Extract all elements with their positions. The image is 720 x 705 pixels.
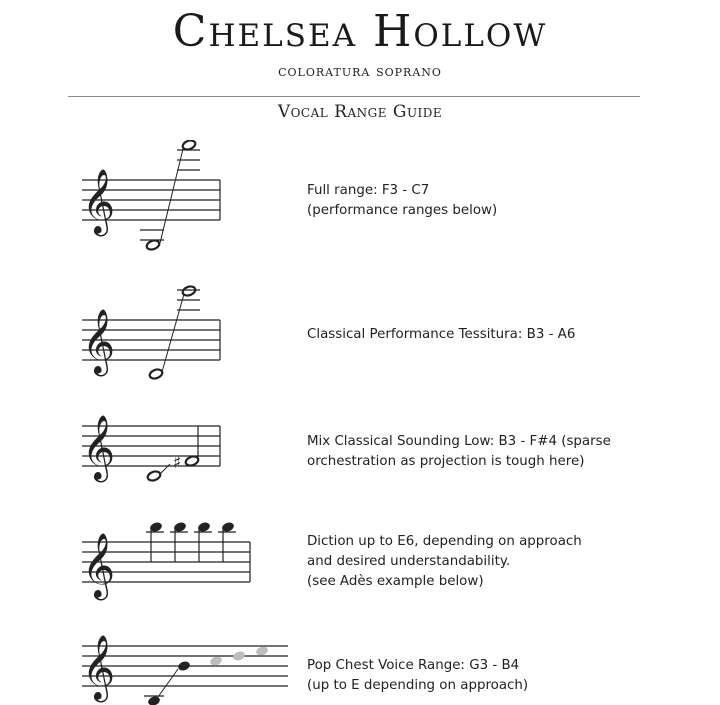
range-line: Diction up to E6, depending on approach	[307, 534, 582, 549]
range-description-pop	[307, 656, 637, 696]
ledger-lines	[140, 150, 200, 240]
note-low	[145, 239, 160, 251]
note-low	[146, 470, 161, 482]
note-optional	[209, 655, 223, 667]
header-divider	[68, 96, 640, 97]
treble-clef-icon: 𝄞	[82, 635, 116, 700]
staff-mix-low	[74, 408, 234, 488]
range-line: Mix Classical Sounding Low: B3 - F#4 (sparse	[307, 434, 611, 449]
range-description-diction	[307, 532, 637, 592]
range-description-full	[307, 181, 637, 221]
range-line: orchestration as projection is tough here)	[307, 454, 585, 469]
treble-clef-icon: 𝄞	[82, 309, 116, 374]
singer-name: Chelsea Hollow	[172, 6, 548, 57]
range-line: (see Adès example below)	[307, 574, 484, 589]
range-description-classical	[307, 325, 637, 345]
range-line: (up to E depending on approach)	[307, 678, 529, 693]
note-optional	[232, 650, 246, 662]
note-optional	[255, 645, 269, 657]
treble-clef-icon: 𝄞	[82, 415, 116, 480]
sharp-icon: ♯	[173, 453, 182, 473]
glissando-line	[158, 669, 178, 697]
staff-diction	[74, 512, 274, 604]
range-line: Full range: F3 - C7	[307, 183, 430, 198]
range-line: Classical Performance Tessitura: B3 - A6	[307, 327, 576, 342]
treble-clef-icon: 𝄞	[82, 169, 116, 234]
note-high	[177, 660, 191, 672]
range-description-mix	[307, 432, 637, 472]
treble-clef-icon: 𝄞	[82, 533, 116, 598]
note-low	[148, 368, 163, 380]
guide-title: Vocal Range Guide	[277, 102, 443, 122]
voice-type: coloratura soprano	[278, 62, 442, 80]
staff-pop-chest	[74, 628, 294, 705]
range-line: and desired understandability.	[307, 554, 511, 569]
staff-full-range	[74, 140, 234, 258]
range-line: Pop Chest Voice Range: G3 - B4	[307, 658, 520, 673]
note-high	[181, 285, 196, 297]
range-line: (performance ranges below)	[307, 203, 498, 218]
note-high	[184, 455, 199, 467]
staff-classical-tessitura	[74, 278, 234, 388]
glissando-line	[160, 149, 183, 243]
